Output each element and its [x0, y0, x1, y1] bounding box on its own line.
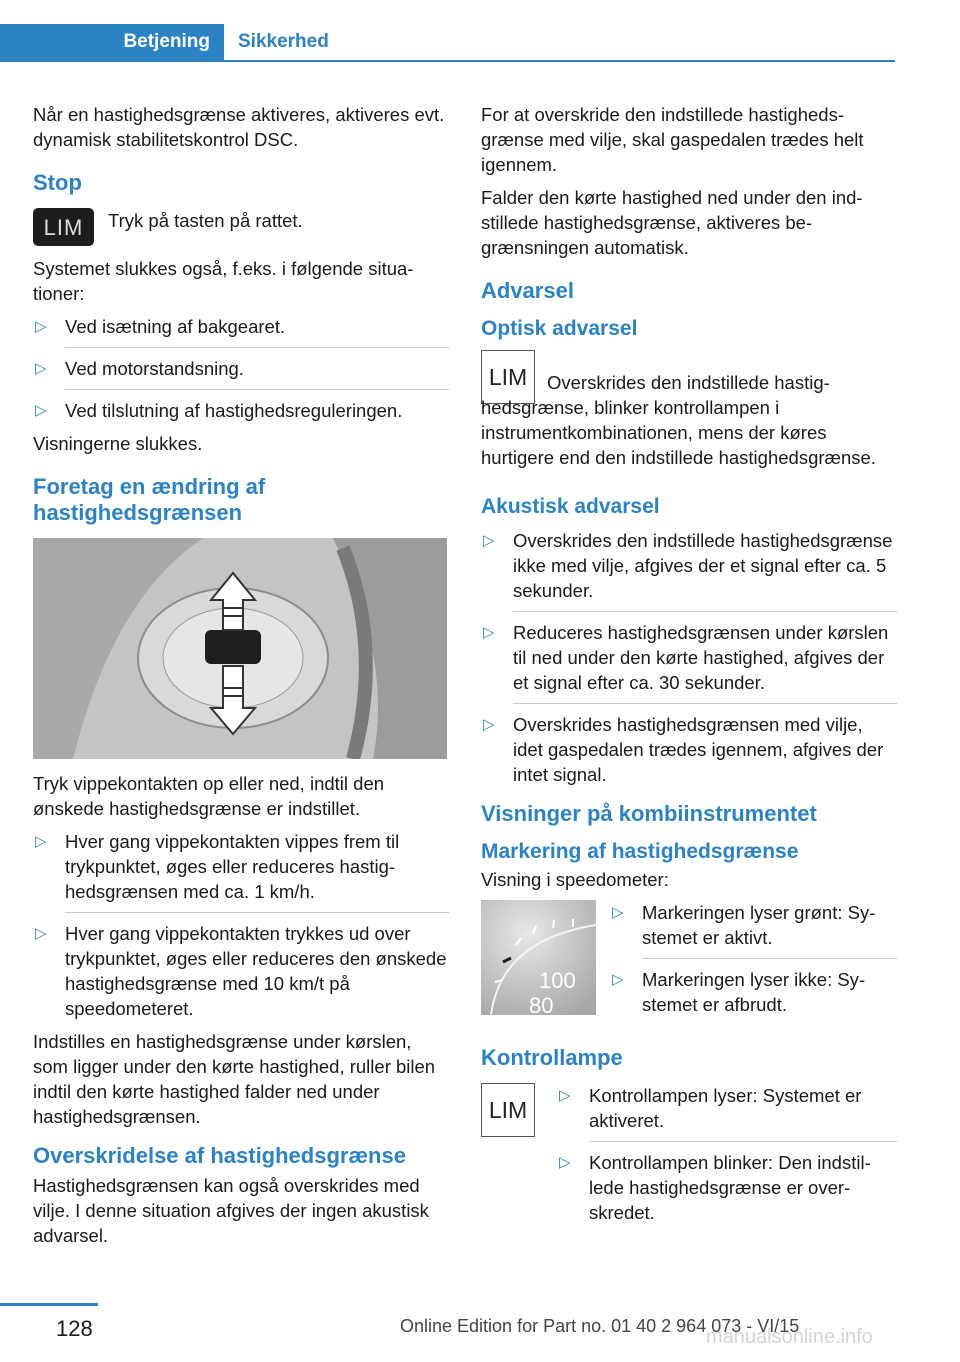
- switch-off-paragraph: Systemet slukkes også, f.eks. i følgende situationer:: [33, 258, 414, 304]
- right-column: [481, 102, 897, 1249]
- exceed-limit-heading: Overskridelse af hastighedsgrænse: [33, 1143, 406, 1168]
- change-list: [33, 829, 449, 1021]
- optical-warning-heading: Optisk advarsel: [481, 317, 638, 340]
- bullet-triangle-icon: ▷: [35, 318, 47, 335]
- speedo-label-80: 80: [529, 993, 554, 1015]
- bullet-triangle-icon: ▷: [35, 833, 47, 850]
- list-item: ▷ Ved isætning af bakgearet.: [35, 316, 286, 337]
- auto-activation-paragraph: Falder den kørte hastighed ned under den indstillede hastighedsgrænse, aktiveres begrænsningen automatisk.: [481, 187, 863, 258]
- list-item: ▷ Kontrollampen blinker: Den indstillede hastighedsgrænse er overskredet.: [557, 1141, 897, 1225]
- bullet-triangle-icon: ▷: [35, 402, 47, 419]
- stop-lim-row: [33, 208, 449, 246]
- stop-list: [33, 314, 449, 423]
- tab-sikkerhed[interactable]: Sikkerhed: [238, 31, 329, 52]
- list-item: ▷ Kontrollampen lyser: Systemet er aktiveret.: [559, 1085, 862, 1131]
- tab-betjening[interactable]: Betjening: [0, 24, 224, 60]
- displays-off-paragraph: Visningerne slukkes.: [33, 433, 203, 454]
- stop-instruction: Tryk på tasten på rattet.: [108, 210, 303, 231]
- bullet-triangle-icon: ▷: [483, 716, 495, 733]
- speedo-intro: Visning i speedometer:: [481, 869, 669, 890]
- dsc-paragraph: Når en hastighedsgrænse aktiveres, aktiveres evt. dynamisk stabilitetskontrol DSC.: [33, 104, 445, 150]
- indicator-lamp-heading: Kontrollampe: [481, 1045, 623, 1070]
- speedo-label-100: 100: [539, 968, 576, 993]
- list-item: ▷ Ved tilslutning af hastighedsreguleringen.: [33, 389, 449, 423]
- bullet-triangle-icon: ▷: [35, 925, 47, 942]
- marking-list: [610, 900, 897, 1025]
- lim-indicator-icon: LIM: [481, 350, 535, 404]
- header-tabs: [0, 24, 895, 62]
- list-item: ▷ Overskrides den indstillede hastighedsgrænse ikke med vilje, afgives der et signal efter ca. 5 sekunder.: [483, 530, 893, 601]
- list-item: ▷ Overskrides hastighedsgrænsen med vilje, idet gaspedalen trædes igennem, afgives der intet signal.: [481, 703, 897, 787]
- list-item: ▷ Ved motorstandsning.: [33, 347, 449, 381]
- steering-wheel-rocker-image: [33, 538, 447, 759]
- exceed-deliberately-paragraph: For at overskride den indstillede hastighedsgrænse med vilje, skal gaspedalen trædes helt igennem.: [481, 104, 864, 175]
- list-item: ▷ Markeringen lyser grønt: Systemet er aktivt.: [612, 902, 876, 948]
- bullet-triangle-icon: ▷: [612, 971, 624, 988]
- list-item: ▷ Markeringen lyser ikke: Systemet er afbrudt.: [610, 958, 897, 1017]
- list-item: ▷ Hver gang vippekontakten vippes frem til trykpunktet, øges eller reduceres hastighedsgrænsen med ca. 1 km/h.: [35, 831, 400, 902]
- warning-heading: Advarsel: [481, 278, 574, 303]
- optical-warning-text: Overskrides den indstillede hastighedsgrænse, blinker kontrollampen i instrumentkombinationen, mens der køres hurtigere end den indstillede hastighedsgrænse.: [481, 372, 876, 468]
- footer-accent-line: [0, 1303, 98, 1306]
- lim-indicator-icon: LIM: [481, 1083, 535, 1137]
- lamp-row: [481, 1083, 897, 1239]
- bullet-triangle-icon: ▷: [612, 904, 624, 921]
- acoustic-warning-heading: Akustisk advarsel: [481, 495, 660, 518]
- header-divider: [0, 60, 895, 62]
- speedometer-image: [481, 900, 596, 1015]
- bullet-triangle-icon: ▷: [483, 532, 495, 549]
- page-number: 128: [56, 1316, 93, 1341]
- change-limit-heading: Foretag en ændring af hastighedsgrænsen: [33, 474, 266, 525]
- left-column: [33, 102, 449, 1256]
- instrument-displays-heading: Visninger på kombiinstrumentet: [481, 801, 817, 826]
- bullet-triangle-icon: ▷: [559, 1087, 571, 1104]
- rocker-paragraph: Tryk vippekontakten op eller ned, indtil den ønskede hastighedsgrænse er indstillet.: [33, 773, 385, 819]
- lamp-list: [557, 1083, 897, 1233]
- acoustic-list: [481, 528, 897, 787]
- online-edition-label: Online Edition for Part no. 01 40 2 964 073 - VI/15: [400, 1316, 800, 1336]
- list-item: ▷ Hver gang vippekontakten trykkes ud over trykpunktet, øges eller reduceres den ønskede hastighedsgrænse med 10 km/t på speedometeret.: [33, 912, 449, 1021]
- bullet-triangle-icon: ▷: [483, 624, 495, 641]
- roll-paragraph: Indstilles en hastighedsgrænse under kørslen, som ligger under den kørte hastighed, ruller bilen indtil den kørte hastighed falder ned under hastighedsgrænsen.: [33, 1031, 436, 1127]
- bullet-triangle-icon: ▷: [35, 360, 47, 377]
- watermark: manualsonline.info: [706, 1326, 873, 1348]
- lim-button-icon: LIM: [33, 208, 94, 246]
- list-item: ▷ Reduceres hastighedsgrænsen under kørslen til ned under den kørte hastighed, afgives der et signal efter ca. 30 sekunder.: [481, 611, 897, 695]
- bullet-triangle-icon: ▷: [559, 1154, 571, 1171]
- speedo-row: [481, 900, 897, 1031]
- limit-marking-heading: Markering af hastighedsgrænse: [481, 840, 799, 863]
- exceed-paragraph: Hastighedsgrænsen kan også overskrides med vilje. I denne situation afgives der ingen akustisk advarsel.: [33, 1175, 429, 1246]
- stop-heading: Stop: [33, 170, 82, 195]
